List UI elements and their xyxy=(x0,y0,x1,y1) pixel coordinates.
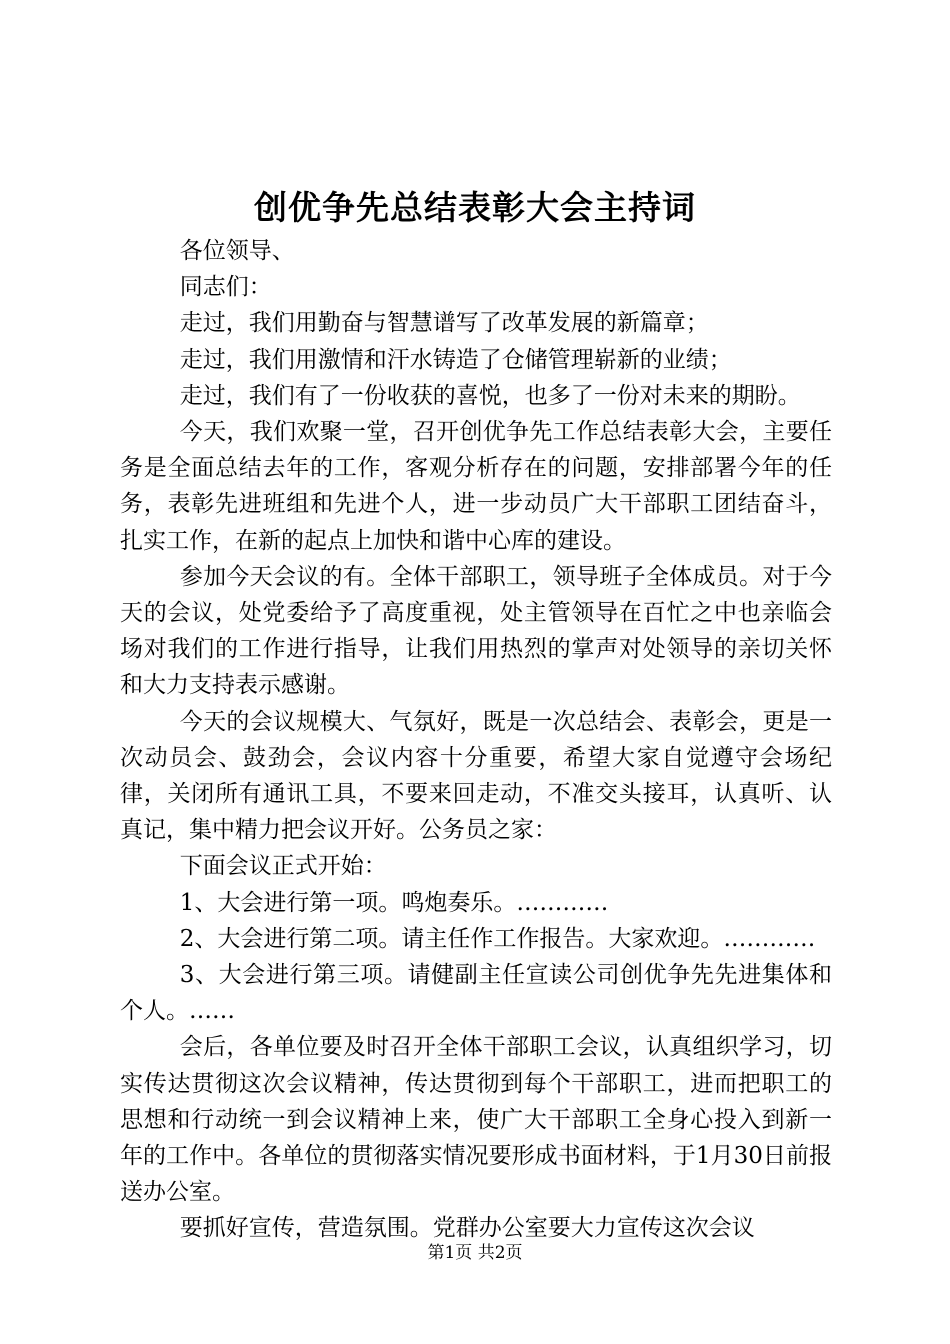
agenda-item: 3、大会进行第三项。请健副主任宣读公司创优争先先进集体和个人。…… xyxy=(120,962,832,1025)
agenda-item: 2、大会进行第二项。请主任作工作报告。大家欢迎。………… xyxy=(179,925,816,952)
page-footer: 第1页 共2页 xyxy=(427,1243,523,1263)
paragraph: 下面会议正式开始： xyxy=(179,853,387,880)
document-title: 创优争先总结表彰大会主持词 xyxy=(254,188,696,227)
paragraph: 参加今天会议的有。全体干部职工，领导班子全体成员。对于今天的会议，处党委给予了高度重视，处主管领导在百忙之中也亲临会场对我们的工作进行指导，让我们用热烈的掌声对处领导的亲切关怀和大力支持表示感谢。 xyxy=(120,563,832,699)
paragraph: 走过，我们用激情和汗水铸造了仓储管理崭新的业绩； xyxy=(179,346,732,373)
paragraph: 要抓好宣传，营造氛围。党群办公室要大力宣传这次会议 xyxy=(179,1215,755,1242)
document-body xyxy=(120,233,832,1247)
paragraph: 走过，我们用勤奋与智慧谱写了改革发展的新篇章； xyxy=(179,310,709,337)
paragraph: 今天的会议规模大、气氛好，既是一次总结会、表彰会，更是一次动员会、鼓劲会，会议内容十分重要，希望大家自觉遵守会场纪律，关闭所有通讯工具，不要来回走动，不准交头接耳，认真听、认真记，集中精力把会议开好。公务员之家： xyxy=(120,708,832,844)
paragraph: 今天，我们欢聚一堂，召开创优争先工作总结表彰大会，主要任务是全面总结去年的工作，客观分析存在的问题，安排部署今年的任务，表彰先进班组和先进个人，进一步动员广大干部职工团结奋斗，扎实工作，在新的起点上加快和谐中心库的建设。 xyxy=(120,419,832,554)
paragraph-greeting-leaders: 各位领导、 xyxy=(179,238,295,264)
paragraph: 会后，各单位要及时召开全体干部职工会议，认真组织学习，切实传达贯彻这次会议精神，传达贯彻到每个干部职工，进而把职工的思想和行动统一到会议精神上来，使广大干部职工全身心投入到新一年的工作中。各单位的贯彻落实情况要形成书面材料，于1月30日前报送办公室。 xyxy=(120,1034,832,1206)
paragraph-greeting-comrades: 同志们： xyxy=(179,274,272,301)
paragraph: 走过，我们有了一份收获的喜悦，也多了一份对未来的期盼。 xyxy=(179,382,801,409)
agenda-item: 1、大会进行第一项。鸣炮奏乐。………… xyxy=(179,889,609,916)
